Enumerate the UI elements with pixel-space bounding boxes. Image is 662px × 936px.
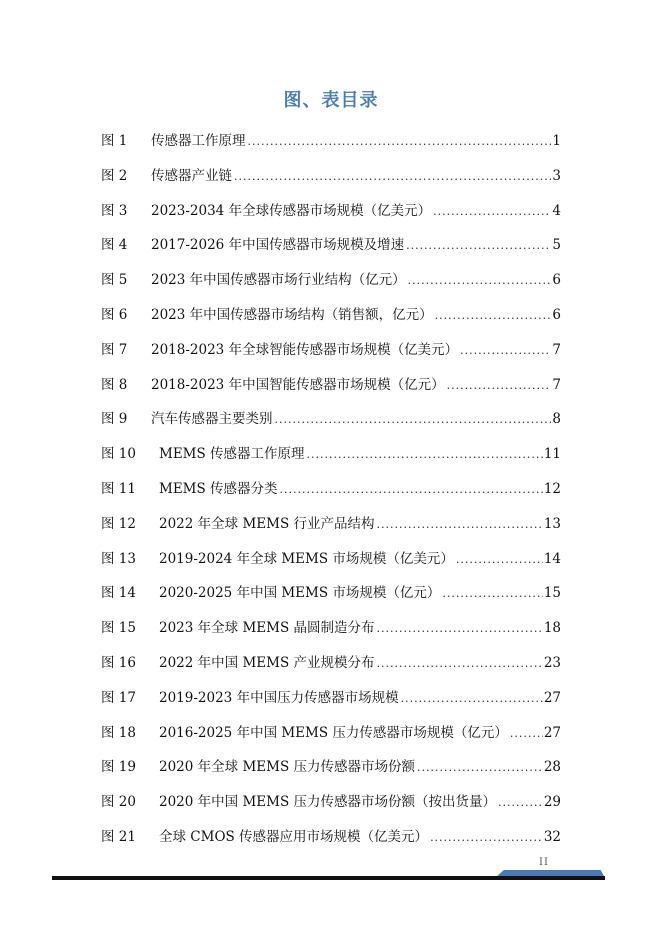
figure-number: 图 2 (101, 167, 128, 184)
toc-entry-line (159, 789, 561, 816)
figure-title: 传感器工作原理 (151, 133, 246, 149)
figure-number: 图 17 (101, 689, 136, 706)
figure-title: 2019-2023 年中国压力传感器市场规模 (159, 689, 399, 706)
dot-leader (376, 651, 542, 677)
figure-number: 图 3 (101, 202, 128, 219)
toc-entry[interactable] (101, 302, 561, 337)
figure-title: 2016-2025 年中国 MEMS 压力传感器市场规模（亿元） (159, 724, 508, 741)
figure-title: 2018-2023 年全球智能传感器市场规模（亿美元） (151, 341, 459, 358)
figure-number: 图 6 (101, 306, 128, 323)
toc-entry-line (159, 546, 561, 573)
dot-leader (280, 477, 543, 503)
toc-entry[interactable] (101, 580, 561, 615)
figure-page-number: 29 (543, 794, 561, 811)
figure-list (101, 128, 561, 859)
figure-page-number: 12 (543, 480, 561, 497)
figure-number: 图 1 (101, 133, 128, 149)
toc-entry[interactable] (101, 198, 561, 233)
toc-entry-line (151, 337, 561, 364)
figure-title: 全球 CMOS 传感器应用市场规模（亿美元） (159, 828, 429, 845)
dot-leader (498, 790, 543, 816)
figure-page-number: 8 (552, 411, 561, 428)
toc-entry-line (151, 232, 561, 259)
page-number: II (539, 857, 549, 868)
figure-page-number: 27 (543, 689, 561, 706)
figure-page-number: 23 (543, 654, 561, 671)
figure-title: 2018-2023 年中国智能传感器市场规模（亿元） (151, 376, 445, 393)
toc-entry-line (159, 754, 561, 781)
dot-leader (433, 199, 551, 225)
toc-entry-line (159, 650, 561, 677)
footer-rule (52, 876, 605, 880)
figure-number: 图 7 (101, 341, 128, 358)
toc-entry[interactable] (101, 372, 561, 407)
toc-entry-line (159, 441, 561, 468)
figure-number: 图 15 (101, 620, 136, 637)
toc-entry-line (159, 615, 561, 642)
figure-page-number: 6 (552, 272, 561, 289)
figure-page-number: 5 (552, 237, 561, 254)
figure-page-number: 7 (552, 341, 561, 358)
toc-entry-line (151, 406, 561, 433)
figure-page-number: 18 (543, 620, 561, 637)
toc-entry-line (159, 824, 561, 851)
figure-title: 2023 年中国传感器市场结构（销售额，亿元） (151, 306, 433, 323)
toc-entry-line (151, 163, 561, 190)
figure-number: 图 11 (101, 480, 136, 497)
toc-entry-line (159, 580, 561, 607)
figure-title: 2022 年中国 MEMS 产业规模分布 (159, 654, 375, 671)
dot-leader (234, 164, 551, 190)
figure-number: 图 12 (101, 515, 136, 532)
figure-page-number: 7 (552, 376, 561, 393)
toc-entry[interactable] (101, 232, 561, 267)
figure-page-number: 27 (543, 724, 561, 741)
figure-page-number: 1 (552, 133, 561, 149)
figure-number: 图 5 (101, 272, 128, 289)
dot-leader (460, 338, 551, 364)
toc-entry[interactable] (101, 128, 561, 163)
toc-entry[interactable] (101, 685, 561, 720)
figure-page-number: 15 (543, 585, 561, 602)
toc-entry-line (151, 198, 561, 225)
toc-entry[interactable] (101, 441, 561, 476)
figure-title: 2020 年全球 MEMS 压力传感器市场份额 (159, 759, 415, 776)
toc-entry-line (151, 267, 561, 294)
dot-leader (435, 303, 552, 329)
toc-entry[interactable] (101, 615, 561, 650)
figure-number: 图 4 (101, 237, 128, 254)
figure-page-number: 3 (552, 167, 561, 184)
figure-number: 图 10 (101, 446, 136, 463)
toc-entry[interactable] (101, 511, 561, 546)
toc-entry[interactable] (101, 546, 561, 581)
figure-page-number: 11 (543, 446, 561, 463)
dot-leader (510, 721, 543, 747)
figure-number: 图 19 (101, 759, 136, 776)
figure-number: 图 8 (101, 376, 128, 393)
toc-title: 图、表目录 (283, 90, 379, 111)
dot-leader (307, 442, 543, 468)
figure-page-number: 6 (552, 306, 561, 323)
toc-entry-line (151, 128, 561, 155)
dot-leader (376, 512, 542, 538)
figure-title: 汽车传感器主要类别 (151, 411, 273, 428)
figure-title: 2023 年全球 MEMS 晶圆制造分布 (159, 620, 375, 637)
dot-leader (442, 581, 542, 607)
toc-entry[interactable] (101, 650, 561, 685)
figure-title: 2023 年中国传感器市场行业结构（亿元） (151, 272, 406, 289)
dot-leader (248, 129, 552, 155)
toc-entry-line (159, 720, 561, 747)
toc-entry[interactable] (101, 720, 561, 755)
figure-page-number: 32 (543, 828, 561, 845)
dot-leader (401, 686, 543, 712)
figure-number: 图 20 (101, 794, 136, 811)
toc-entry[interactable] (101, 406, 561, 441)
toc-entry[interactable] (101, 824, 561, 859)
figure-title: 2020-2025 年中国 MEMS 市场规模（亿元） (159, 585, 441, 602)
figure-page-number: 13 (543, 515, 561, 532)
dot-leader (406, 233, 551, 259)
figure-number: 图 14 (101, 585, 136, 602)
figure-page-number: 14 (543, 550, 561, 567)
figure-title: MEMS 传感器分类 (159, 480, 278, 497)
toc-entry[interactable] (101, 163, 561, 198)
figure-number: 图 9 (101, 411, 128, 428)
figure-number: 图 18 (101, 724, 136, 741)
figure-page-number: 28 (543, 759, 561, 776)
toc-entry-line (151, 302, 561, 329)
figure-title: 2017-2026 年中国传感器市场规模及增速 (151, 237, 405, 254)
figure-number: 图 16 (101, 654, 136, 671)
dot-leader (430, 825, 543, 851)
figure-title: 2023-2034 年全球传感器市场规模（亿美元） (151, 202, 432, 219)
toc-entry[interactable] (101, 337, 561, 372)
dot-leader (417, 755, 543, 781)
toc-entry-line (151, 372, 561, 399)
figure-title: 2020 年中国 MEMS 压力传感器市场份额（按出货量） (159, 794, 496, 811)
dot-leader (275, 407, 552, 433)
figure-title: 2022 年全球 MEMS 行业产品结构 (159, 515, 375, 532)
dot-leader (456, 547, 543, 573)
toc-entry-line (159, 476, 561, 503)
figure-page-number: 4 (552, 202, 561, 219)
figure-title: MEMS 传感器工作原理 (159, 446, 305, 463)
figure-title: 2019-2024 年全球 MEMS 市场规模（亿美元） (159, 550, 454, 567)
toc-entry[interactable] (101, 267, 561, 302)
dot-leader (376, 616, 542, 642)
figure-title: 传感器产业链 (151, 167, 232, 184)
dot-leader (408, 268, 552, 294)
figure-number: 图 21 (101, 828, 136, 845)
toc-entry[interactable] (101, 476, 561, 511)
toc-entry[interactable] (101, 754, 561, 789)
dot-leader (447, 373, 552, 399)
toc-entry[interactable] (101, 789, 561, 824)
toc-entry-line (159, 511, 561, 538)
toc-entry-line (159, 685, 561, 712)
figure-number: 图 13 (101, 550, 136, 567)
